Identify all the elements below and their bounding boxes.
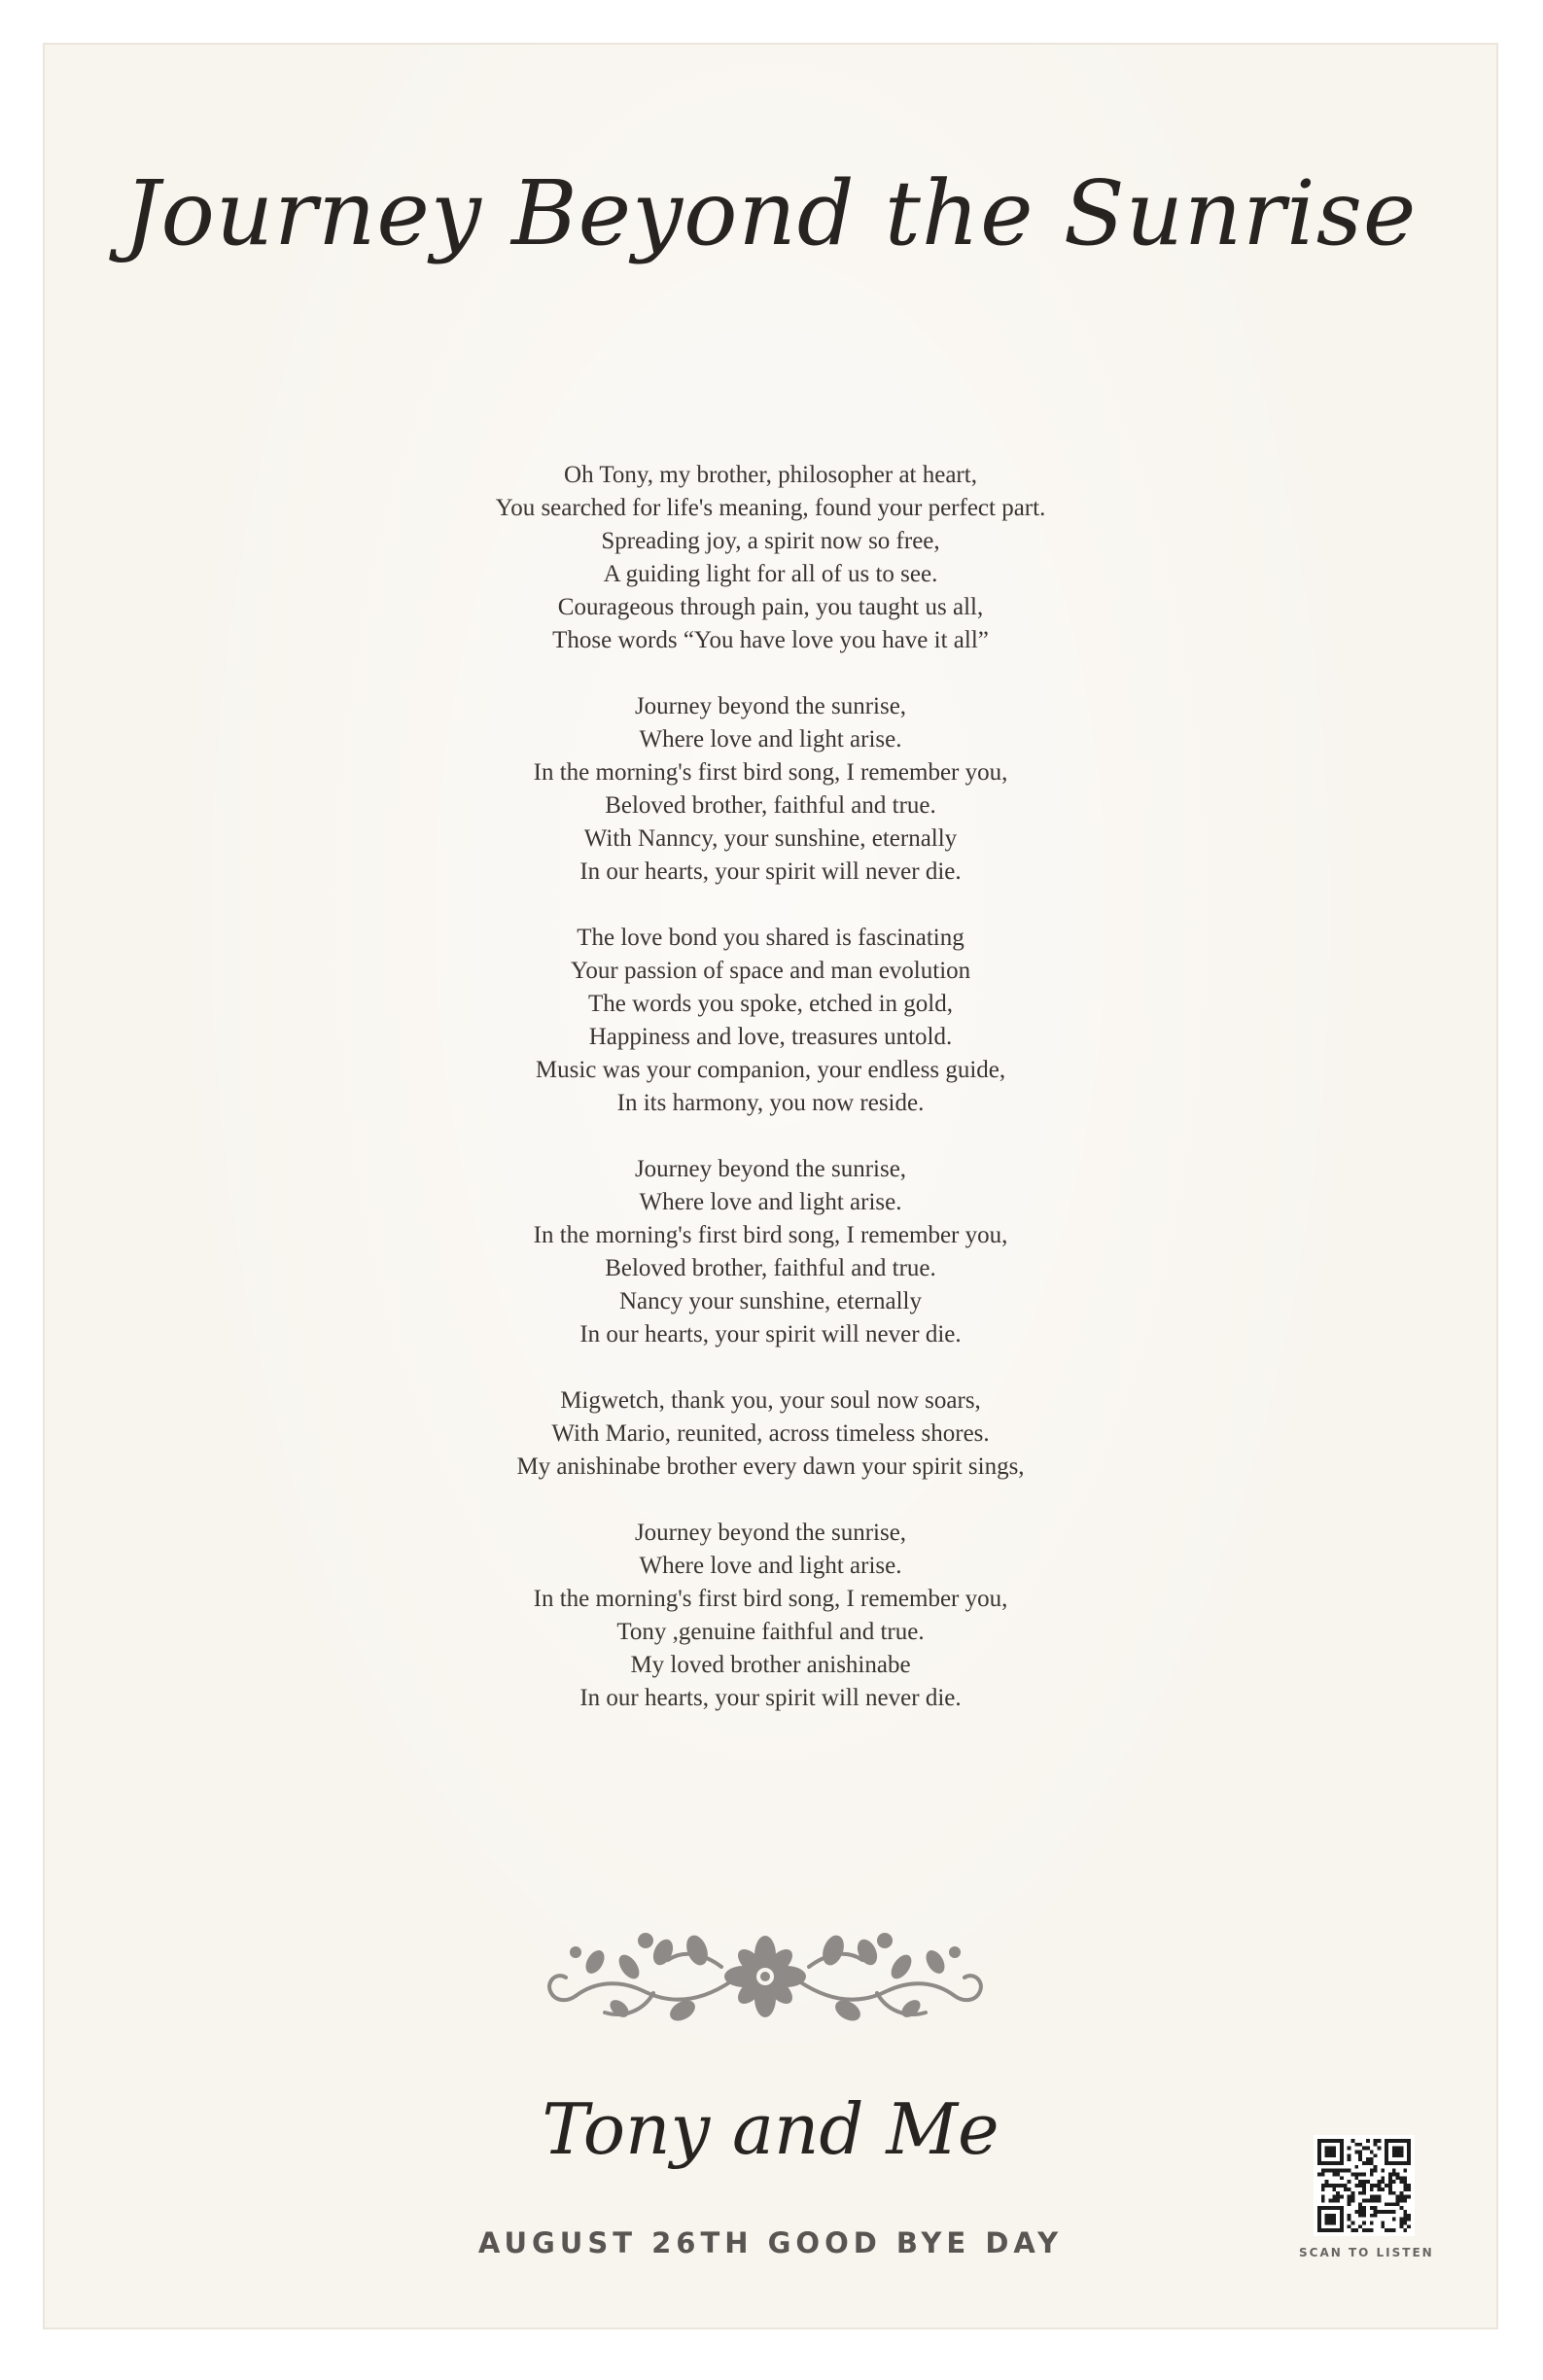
- signature: Tony and Me: [542, 2088, 999, 2170]
- lyric-line: Where love and light arise.: [639, 726, 902, 752]
- qr-code-icon[interactable]: [1314, 2135, 1415, 2236]
- lyric-line: Nancy your sunshine, eternally: [618, 1288, 923, 1314]
- lyric-line: In our hearts, your spirit will never die.: [579, 1685, 962, 1711]
- song-poster: [43, 43, 1498, 2329]
- lyric-line: In its harmony, you now reside.: [616, 1090, 925, 1116]
- lyric-line: Where love and light arise.: [639, 1553, 902, 1579]
- floral-divider-icon: [537, 1923, 994, 2030]
- lyric-line: Journey beyond the sunrise,: [634, 693, 907, 719]
- lyric-line: In the morning's first bird song, I remember you,: [533, 759, 1008, 786]
- stanza: [45, 1517, 1496, 1715]
- lyric-line: Beloved brother, faithful and true.: [605, 1255, 936, 1281]
- lyric-line: My anishinabe brother every dawn your spirit sings,: [516, 1453, 1025, 1480]
- stanza: [45, 690, 1496, 889]
- lyric-line: Your passion of space and man evolution: [570, 958, 971, 984]
- stanza: [45, 459, 1496, 657]
- stanza: [45, 1384, 1496, 1484]
- poster-title: Journey Beyond the Sunrise: [123, 161, 1418, 265]
- lyric-line: Journey beyond the sunrise,: [634, 1520, 907, 1546]
- lyric-line: In the morning's first bird song, I remember you,: [533, 1586, 1008, 1612]
- lyric-line: You searched for life's meaning, found your perfect part.: [495, 495, 1046, 521]
- lyric-line: The love bond you shared is fascinating: [577, 925, 964, 951]
- lyric-line: My loved brother anishinabe: [630, 1652, 911, 1678]
- lyric-line: Oh Tony, my brother, philosopher at heart,: [564, 462, 977, 488]
- lyric-line: Spreading joy, a spirit now so free,: [601, 528, 940, 554]
- lyrics-block: [45, 459, 1496, 1748]
- stanza: [45, 1153, 1496, 1351]
- lyric-line: With Nanncy, your sunshine, eternally: [583, 825, 958, 852]
- lyric-line: Tony ,genuine faithful and true.: [616, 1619, 925, 1645]
- qr-caption: SCAN TO LISTEN: [1299, 2246, 1434, 2259]
- lyric-line: In our hearts, your spirit will never die.: [579, 858, 962, 885]
- lyric-line: Beloved brother, faithful and true.: [605, 792, 936, 819]
- lyric-line: Music was your companion, your endless guide,: [535, 1057, 1006, 1083]
- lyric-line: Journey beyond the sunrise,: [634, 1156, 907, 1182]
- lyric-line: In the morning's first bird song, I remember you,: [533, 1222, 1008, 1248]
- stanza: [45, 922, 1496, 1120]
- lyric-line: In our hearts, your spirit will never die.: [579, 1321, 962, 1348]
- lyric-line: Migwetch, thank you, your soul now soars,: [560, 1387, 981, 1414]
- lyric-line: The words you spoke, etched in gold,: [588, 991, 953, 1017]
- lyric-line: Those words “You have love you have it all”: [552, 627, 989, 653]
- lyric-line: With Mario, reunited, across timeless shores.: [551, 1420, 990, 1447]
- qr-section: [1299, 2135, 1434, 2259]
- lyric-line: Happiness and love, treasures untold.: [588, 1024, 953, 1050]
- date-line: AUGUST 26TH GOOD BYE DAY: [477, 2226, 1064, 2259]
- lyric-line: Where love and light arise.: [639, 1189, 902, 1215]
- lyric-line: Courageous through pain, you taught us all,: [557, 594, 984, 620]
- lyric-line: A guiding light for all of us to see.: [603, 561, 938, 587]
